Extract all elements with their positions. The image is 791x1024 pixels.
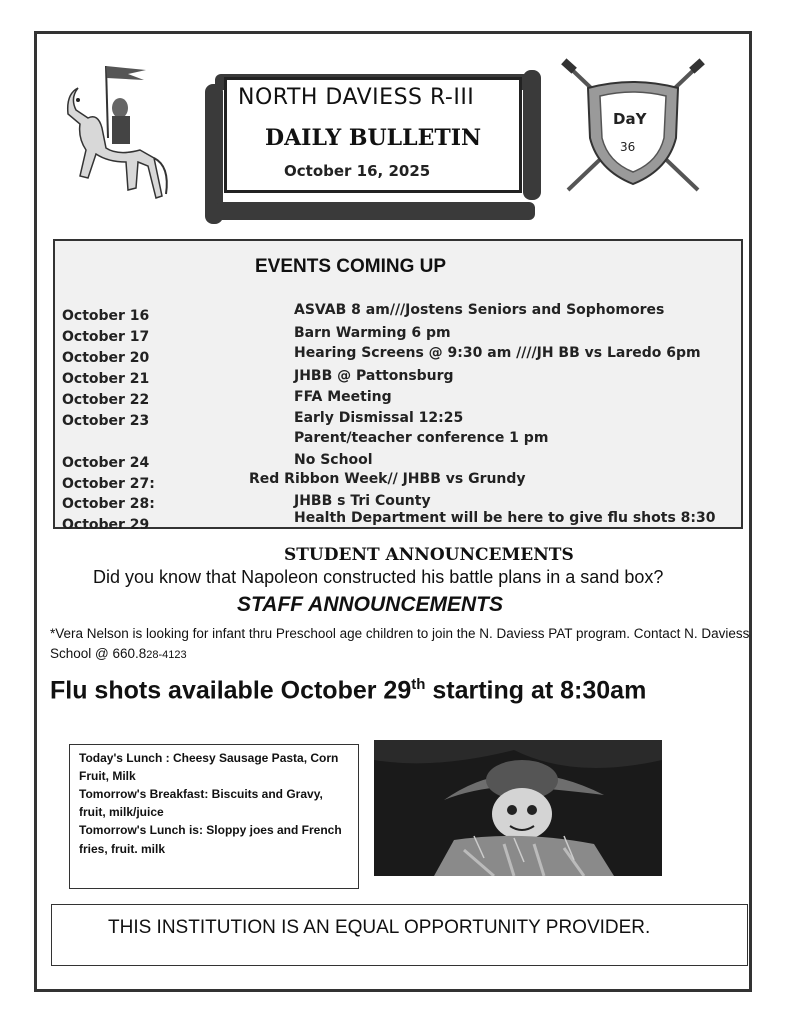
student-announcement-text: Did you know that Napoleon constructed his battle plans in a sand box?	[93, 567, 664, 587]
flu-text-sup: th	[411, 676, 426, 693]
staff-text-phone-end: 28-4123	[146, 649, 187, 661]
event-date: October 20	[62, 350, 150, 366]
event-date: October 16	[62, 308, 150, 324]
flu-shots-headline	[50, 676, 646, 705]
event-text: Health Department will be here to give flu shots 8:30	[294, 510, 716, 526]
event-date: October 17	[62, 329, 150, 345]
event-text: No School	[294, 452, 373, 468]
event-text: Hearing Screens @ 9:30 am ////JH BB vs Laredo 6pm	[294, 345, 701, 361]
day-label: DaY	[613, 110, 647, 128]
staff-text-main: *Vera Nelson is looking for infant thru Preschool age children to join the N. Daviess PAT program. Contact N. Daviess School @ 660.8	[50, 626, 750, 661]
staff-announcements-title: STAFF ANNOUNCEMENTS	[237, 593, 503, 616]
menu-line: Tomorrow's Breakfast: Biscuits and Gravy,	[79, 787, 323, 801]
menu-line: fries, fruit. milk	[79, 842, 166, 856]
event-date: October 23	[62, 413, 150, 429]
event-text: JHBB s Tri County	[294, 493, 431, 509]
event-date: October 24	[62, 455, 150, 471]
event-text: ASVAB 8 am///Jostens Seniors and Sophomores	[294, 302, 665, 318]
flu-text-before: Flu shots available October 29	[50, 676, 412, 705]
event-date: October 22	[62, 392, 150, 408]
equal-opportunity-text: THIS INSTITUTION IS AN EQUAL OPPORTUNITY PROVIDER.	[108, 917, 651, 938]
menu-line: fruit, milk/juice	[79, 805, 164, 819]
event-text: JHBB @ Pattonsburg	[294, 368, 454, 384]
shield-swords-icon	[558, 58, 708, 198]
events-title: EVENTS COMING UP	[255, 256, 447, 277]
event-date: October 29	[62, 517, 150, 533]
event-text: Barn Warming 6 pm	[294, 325, 451, 341]
school-name: NORTH DAVIESS R-III	[238, 85, 475, 110]
event-date: October 28:	[62, 496, 155, 512]
bulletin-title: DAILY BULLETIN	[265, 125, 482, 151]
event-text: Parent/teacher conference 1 pm	[294, 430, 549, 446]
event-text: FFA Meeting	[294, 389, 392, 405]
day-number: 36	[620, 140, 636, 154]
menu-line: Fruit, Milk	[79, 769, 136, 783]
event-date: October 21	[62, 371, 150, 387]
menu-line: Today's Lunch : Cheesy Sausage Pasta, Corn	[79, 751, 339, 765]
scarecrow-photo	[374, 740, 662, 876]
knight-horse-icon	[58, 58, 178, 208]
student-announcements-title: STUDENT ANNOUNCEMENTS	[284, 545, 574, 565]
staff-announcement-text	[50, 624, 766, 665]
event-text: Red Ribbon Week// JHBB vs Grundy	[249, 471, 526, 487]
bulletin-date: October 16, 2025	[284, 162, 431, 180]
flu-text-after: starting at 8:30am	[425, 676, 647, 705]
menu-line: Tomorrow's Lunch is: Sloppy joes and French	[79, 823, 342, 837]
event-text: Early Dismissal 12:25	[294, 410, 464, 426]
event-date: October 27:	[62, 476, 155, 492]
